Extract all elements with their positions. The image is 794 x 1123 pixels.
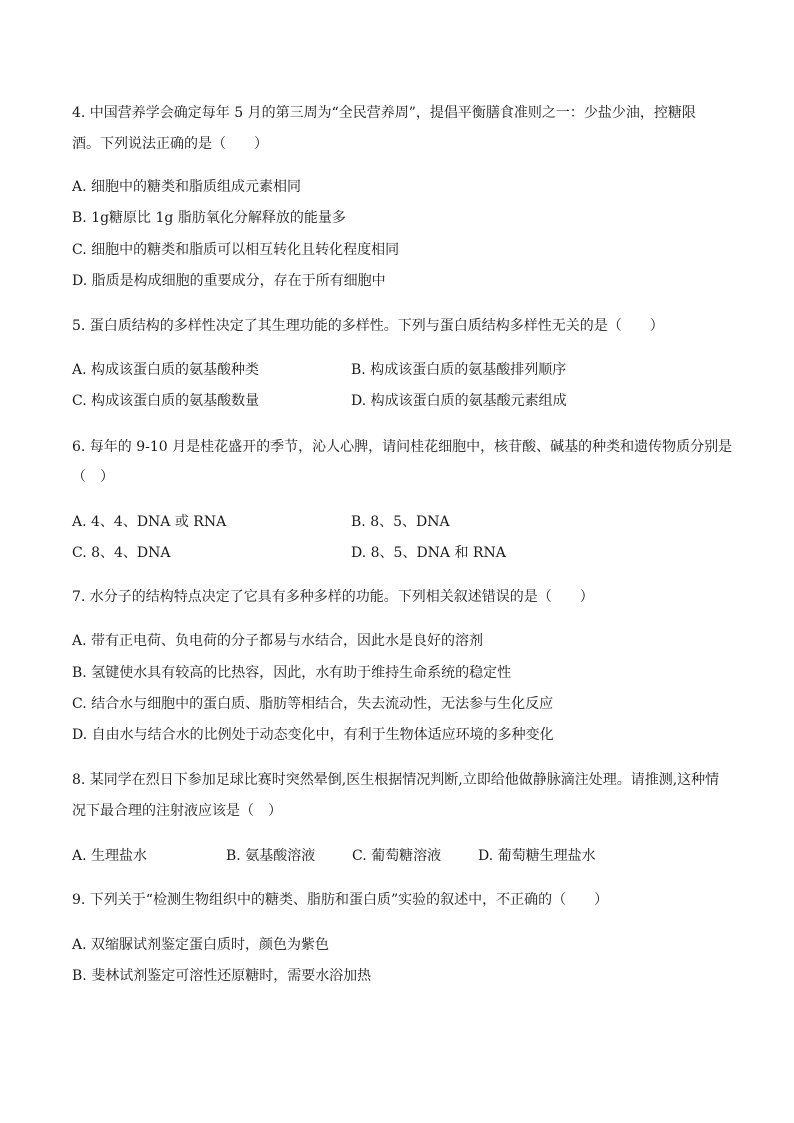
q7-stem: 7. 水分子的结构特点决定了它具有多种多样的功能。下列相关叙述错误的是（ ） [72, 589, 594, 605]
q5-option-a: A. 构成该蛋白质的氨基酸种类 [72, 362, 260, 378]
q8-stem-line1: 8. 某同学在烈日下参加足球比赛时突然晕倒,医生根据情况判断,立即给他做静脉滴注处理。请推测,这种情 [72, 772, 720, 788]
q7-option-a: A. 带有正电荷、负电荷的分子都易与水结合，因此水是良好的溶剂 [72, 633, 484, 649]
q4-option-d: D. 脂质是构成细胞的重要成分，存在于所有细胞中 [72, 273, 386, 289]
q6-stem-line1: 6. 每年的 9-10 月是桂花盛开的季节，沁人心脾，请问桂花细胞中，核苷酸、碱基的种类和遗传物质分别是 [72, 439, 733, 455]
q6-option-d: D. 8、5、DNA 和 RNA [351, 545, 506, 561]
q5-option-c: C. 构成该蛋白质的氨基酸数量 [72, 393, 260, 409]
q5-stem: 5. 蛋白质结构的多样性决定了其生理功能的多样性。下列与蛋白质结构多样性无关的是（ ） [72, 318, 664, 334]
q9-option-b: B. 斐林试剂鉴定可溶性还原糖时，需要水浴加热 [72, 968, 372, 984]
q7-option-d: D. 自由水与结合水的比例处于动态变化中，有利于生物体适应环境的多种变化 [72, 727, 554, 743]
q9-option-a: A. 双缩脲试剂鉴定蛋白质时，颜色为紫色 [72, 937, 330, 953]
q6-stem-line2: （ ） [72, 469, 114, 485]
q8-option-c: C. 葡萄糖溶液 [352, 848, 442, 864]
q9-stem: 9. 下列关于“检测生物组织中的糖类、脂肪和蛋白质”实验的叙述中，不正确的（ ） [72, 892, 609, 908]
q8-option-a: A. 生理盐水 [72, 848, 148, 864]
q8-stem-line2: 况下最合理的注射液应该是（ ） [72, 803, 282, 819]
q7-option-c: C. 结合水与细胞中的蛋白质、脂肪等相结合，失去流动性，无法参与生化反应 [72, 696, 554, 712]
q4-option-b: B. 1g糖原比 1g 脂肪氧化分解释放的能量多 [72, 210, 346, 226]
q4-option-c: C. 细胞中的糖类和脂质可以相互转化且转化程度相同 [72, 242, 400, 258]
q8-option-b: B. 氨基酸溶液 [226, 848, 316, 864]
q5-option-b: B. 构成该蛋白质的氨基酸排列顺序 [351, 362, 567, 378]
q6-option-b: B. 8、5、DNA [351, 514, 450, 530]
q4-stem-line1: 4. 中国营养学会确定每年 5 月的第三周为“全民营养周”，提倡平衡膳食准则之一：少盐少油，控糖限 [72, 105, 696, 121]
q4-option-a: A. 细胞中的糖类和脂质组成元素相同 [72, 179, 302, 195]
q5-option-d: D. 构成该蛋白质的氨基酸元素组成 [351, 393, 567, 409]
q4-stem-line2: 酒。下列说法正确的是（ ） [72, 136, 268, 152]
q8-option-d: D. 葡萄糖生理盐水 [478, 848, 596, 864]
q6-option-a: A. 4、4、DNA 或 RNA [72, 514, 227, 530]
q7-option-b: B. 氢键使水具有较高的比热容，因此，水有助于维持生命系统的稳定性 [72, 665, 512, 681]
q6-option-c: C. 8、4、DNA [72, 545, 171, 561]
